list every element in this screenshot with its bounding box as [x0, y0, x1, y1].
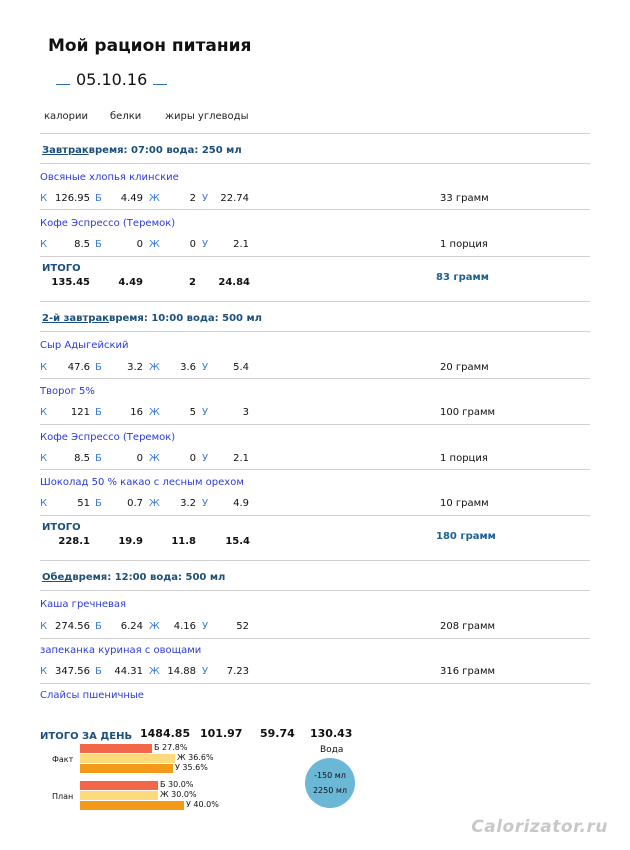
- meal-name[interactable]: Обед: [42, 572, 73, 583]
- label-zh: Ж: [149, 362, 160, 373]
- divider: [40, 209, 590, 210]
- label-b: Б: [95, 498, 102, 509]
- value-kcal: 126.95: [55, 193, 90, 204]
- day-total-kcal: 1484.85: [140, 727, 191, 740]
- day-total-label: ИТОГО ЗА ДЕНЬ: [40, 731, 133, 742]
- total-kcal: 135.45: [51, 277, 90, 288]
- total-row: [0, 536, 630, 550]
- food-item-name[interactable]: Творог 5%: [40, 386, 95, 397]
- value-qty: 208 грамм: [440, 621, 496, 632]
- label-u: У: [202, 407, 209, 418]
- value-kcal: 121: [70, 407, 90, 418]
- total-protein: 4.49: [118, 277, 143, 288]
- bar-label-fact-2: У 35.6%: [175, 763, 208, 772]
- label-b: Б: [95, 193, 102, 204]
- value-qty: 33 грамм: [440, 193, 489, 204]
- value-fat: 3.6: [180, 362, 196, 373]
- value-carbs: 7.23: [226, 666, 249, 677]
- divider: [40, 378, 590, 379]
- value-carbs: 3: [242, 407, 249, 418]
- value-protein: 0: [136, 239, 143, 250]
- value-carbs: 52: [236, 621, 249, 632]
- nutrition-row: [0, 666, 630, 680]
- bar-plan-0: [80, 781, 158, 790]
- bar-label-fact-0: Б 27.8%: [154, 743, 188, 752]
- label-zh: Ж: [149, 453, 160, 464]
- label-b: Б: [95, 407, 102, 418]
- divider: [40, 590, 590, 591]
- value-qty: 316 грамм: [440, 666, 496, 677]
- label-zh: Ж: [149, 407, 160, 418]
- date-underline: [56, 71, 70, 85]
- macro-chart: [0, 740, 300, 820]
- label-k: К: [40, 666, 48, 677]
- label-k: К: [40, 498, 48, 509]
- nutrition-row: [0, 498, 630, 512]
- label-k: К: [40, 453, 48, 464]
- divider: [40, 683, 590, 684]
- value-protein: 4.49: [120, 193, 143, 204]
- food-item-name[interactable]: запеканка куриная с овощами: [40, 645, 202, 656]
- value-kcal: 51: [77, 498, 90, 509]
- column-proteins: белки: [110, 111, 142, 122]
- total-protein: 19.9: [118, 536, 143, 547]
- label-k: К: [40, 621, 48, 632]
- value-fat: 14.88: [167, 666, 196, 677]
- label-zh: Ж: [149, 498, 160, 509]
- value-protein: 6.24: [120, 621, 143, 632]
- meal-header[interactable]: [42, 572, 225, 583]
- value-qty: 20 грамм: [440, 362, 489, 373]
- food-item-name[interactable]: Кофе Эспрессо (Теремок): [40, 432, 176, 443]
- food-item-name[interactable]: Слайсы пшеничные: [40, 690, 144, 701]
- total-label: ИТОГО: [42, 263, 81, 274]
- label-k: К: [40, 362, 48, 373]
- divider: [40, 133, 590, 134]
- value-kcal: 47.6: [67, 362, 90, 373]
- total-fat: 2: [189, 277, 196, 288]
- value-kcal: 8.5: [74, 239, 90, 250]
- value-fat: 0: [189, 453, 196, 464]
- nutrition-row: [0, 362, 630, 376]
- divider: [40, 638, 590, 639]
- label-zh: Ж: [149, 239, 160, 250]
- label-zh: Ж: [149, 666, 160, 677]
- column-calories: калории: [44, 111, 89, 122]
- nutrition-row: [0, 621, 630, 635]
- label-k: К: [40, 239, 48, 250]
- divider: [40, 515, 590, 516]
- label-u: У: [202, 362, 209, 373]
- value-carbs: 22.74: [220, 193, 249, 204]
- value-qty: 10 грамм: [440, 498, 489, 509]
- divider: [40, 560, 590, 561]
- value-qty: 1 порция: [440, 239, 488, 250]
- label-u: У: [202, 453, 209, 464]
- food-item-name[interactable]: Кофе Эспрессо (Теремок): [40, 218, 176, 229]
- label-b: Б: [95, 621, 102, 632]
- meal-info: время: 07:00 вода: 250 мл: [88, 145, 242, 156]
- label-b: Б: [95, 362, 102, 373]
- bar-plan-2: [80, 801, 184, 810]
- divider: [40, 256, 590, 257]
- food-item-name[interactable]: Овсяные хлопья клинские: [40, 172, 179, 183]
- watermark-logo: Calorizator.ru: [471, 817, 608, 837]
- date-picker[interactable]: [56, 70, 167, 89]
- total-qty: 83 грамм: [436, 272, 489, 283]
- bar-label-plan-2: У 40.0%: [186, 800, 219, 809]
- label-u: У: [202, 666, 209, 677]
- label-u: У: [202, 621, 209, 632]
- value-protein: 16: [130, 407, 143, 418]
- column-fats-carbs: жиры углеводы: [165, 111, 249, 122]
- value-carbs: 5.4: [233, 362, 249, 373]
- meal-info: время: 12:00 вода: 500 мл: [72, 572, 226, 583]
- total-qty: 180 грамм: [436, 531, 496, 542]
- total-fat: 11.8: [171, 536, 196, 547]
- value-protein: 3.2: [127, 362, 143, 373]
- value-fat: 5: [189, 407, 196, 418]
- label-u: У: [202, 239, 209, 250]
- total-kcal: 228.1: [58, 536, 90, 547]
- food-item-name[interactable]: Каша гречневая: [40, 599, 127, 610]
- nutrition-row: [0, 193, 630, 207]
- day-total-fat: 59.74: [260, 727, 295, 740]
- value-carbs: 2.1: [233, 453, 249, 464]
- nutrition-row: [0, 239, 630, 253]
- value-kcal: 274.56: [55, 621, 90, 632]
- total-row: [0, 277, 630, 291]
- value-protein: 0: [136, 453, 143, 464]
- value-protein: 44.31: [114, 666, 143, 677]
- day-total-carbs: 130.43: [310, 727, 353, 740]
- divider: [40, 424, 590, 425]
- label-b: Б: [95, 239, 102, 250]
- label-u: У: [202, 193, 209, 204]
- meal-header[interactable]: [42, 145, 242, 156]
- label-b: Б: [95, 666, 102, 677]
- bar-label-plan-1: Ж 30.0%: [160, 790, 197, 799]
- date-underline: [153, 71, 167, 85]
- water-remaining: -150 мл: [314, 771, 346, 780]
- label-k: К: [40, 193, 48, 204]
- meal-info: время: 10:00 вода: 500 мл: [108, 313, 262, 324]
- value-kcal: 8.5: [74, 453, 90, 464]
- value-kcal: 347.56: [55, 666, 90, 677]
- water-circle: [305, 758, 355, 808]
- water-target: 2250 мл: [312, 786, 348, 795]
- bar-fact-1: [80, 754, 175, 763]
- nutrition-row: [0, 407, 630, 421]
- value-qty: 1 порция: [440, 453, 488, 464]
- value-fat: 2: [189, 193, 196, 204]
- label-b: Б: [95, 453, 102, 464]
- label-u: У: [202, 498, 209, 509]
- meal-name[interactable]: Завтрак: [42, 145, 89, 156]
- value-carbs: 4.9: [233, 498, 249, 509]
- meal-name[interactable]: 2-й завтрак: [42, 313, 109, 324]
- chart-row-label-fact: Факт: [52, 755, 74, 764]
- date-value: 05.10.16: [76, 70, 148, 89]
- bar-fact-2: [80, 764, 173, 773]
- day-total-protein: 101.97: [200, 727, 243, 740]
- divider: [40, 331, 590, 332]
- food-item-name[interactable]: Шоколад 50 % какао с лесным орехом: [40, 477, 244, 488]
- total-carbs: 15.4: [225, 536, 250, 547]
- label-zh: Ж: [149, 621, 160, 632]
- bar-fact-0: [80, 744, 152, 753]
- divider: [40, 301, 590, 302]
- meal-header[interactable]: [42, 313, 262, 324]
- label-k: К: [40, 407, 48, 418]
- divider: [40, 163, 590, 164]
- nutrition-row: [0, 453, 630, 467]
- page-title: Мой рацион питания: [48, 36, 252, 56]
- value-protein: 0.7: [127, 498, 143, 509]
- label-zh: Ж: [149, 193, 160, 204]
- food-item-name[interactable]: Сыр Адыгейский: [40, 340, 129, 351]
- bar-label-fact-1: Ж 36.6%: [177, 753, 214, 762]
- bar-plan-1: [80, 791, 158, 800]
- total-carbs: 24.84: [218, 277, 250, 288]
- value-qty: 100 грамм: [440, 407, 496, 418]
- value-fat: 4.16: [173, 621, 196, 632]
- value-fat: 0: [189, 239, 196, 250]
- chart-row-label-plan: План: [52, 792, 74, 801]
- total-label: ИТОГО: [42, 522, 81, 533]
- value-carbs: 2.1: [233, 239, 249, 250]
- water-title: Вода: [320, 745, 344, 755]
- divider: [40, 469, 590, 470]
- bar-label-plan-0: Б 30.0%: [160, 780, 194, 789]
- value-fat: 3.2: [180, 498, 196, 509]
